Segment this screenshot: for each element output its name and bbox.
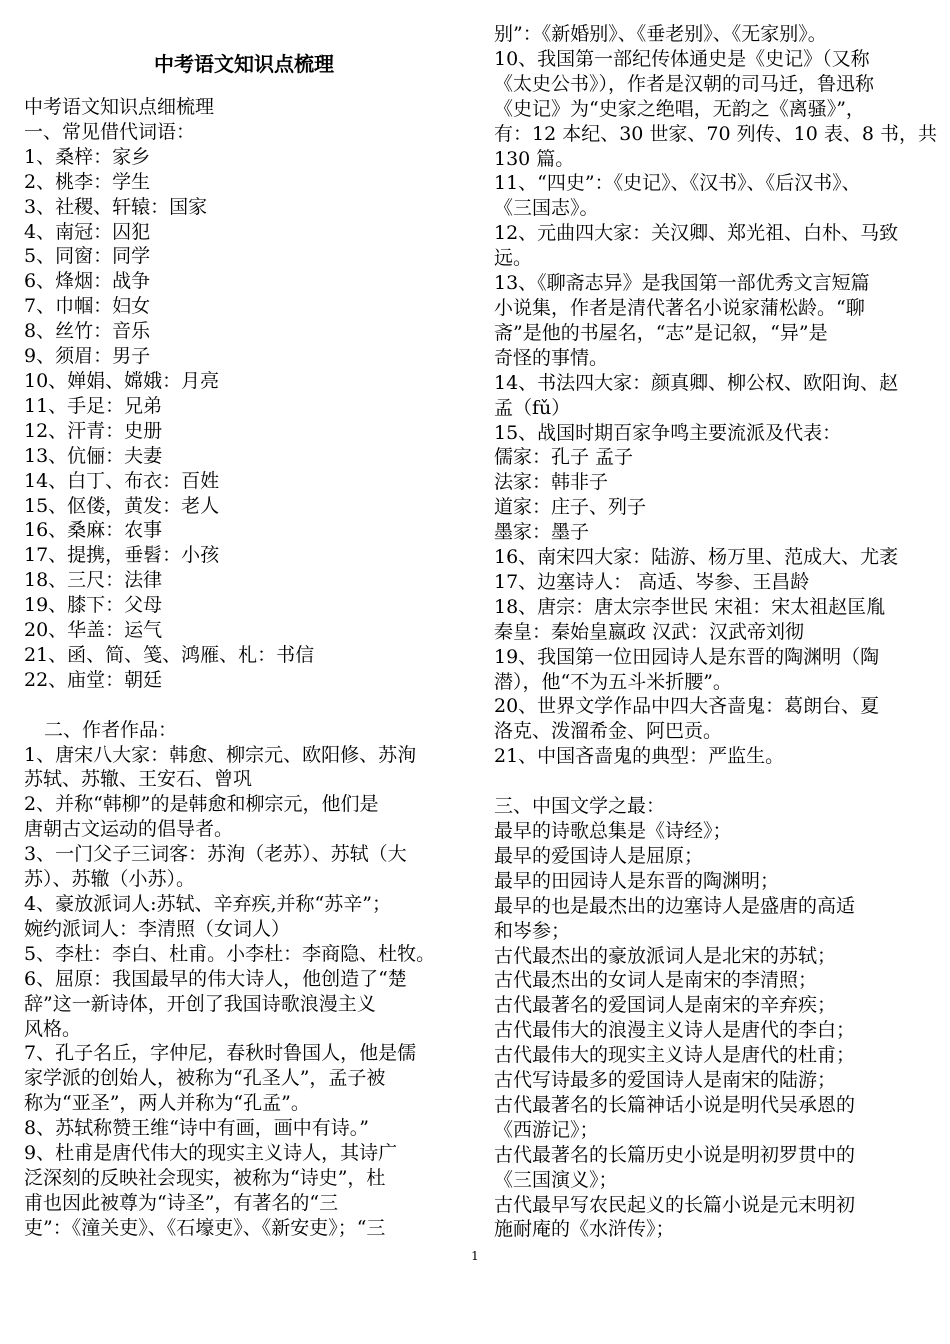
text-line: 21、函、简、笺、鸿雁、札：书信 [24,643,315,666]
text-line: 最早的田园诗人是东晋的陶渊明； [494,869,780,892]
page-number: 1 [471,1249,479,1263]
text-line: 22、庙堂：朝廷 [24,668,163,691]
text-line: 17、提携，垂髫：小孩 [24,544,220,567]
text-line: 斋”是他的书屋名，“志”是记叙，“异”是 [494,321,828,344]
text-line: 吏”：《潼关吏》、《石壕吏》、《新安吏》；“三 [24,1216,386,1239]
text-line: 甫也因此被尊为“诗圣”，有著名的“三 [24,1191,339,1214]
text-line: 古代最伟大的浪漫主义诗人是唐代的李白； [494,1019,856,1042]
text-line: 古代最杰出的豪放派词人是北宋的苏轼； [494,944,837,967]
text-line: 儒家：孔子 孟子 [494,446,634,469]
text-line: 古代最杰出的女词人是南宋的李清照； [494,969,818,992]
text-line: 1、桑梓：家乡 [24,145,151,168]
text-line: 21、中国吝啬鬼的典型：严监生。 [494,745,785,768]
text-line: 10、婵娟、嫦娥：月亮 [24,369,220,392]
text-line: 古代写诗最多的爱国诗人是南宋的陆游； [494,1069,837,1092]
text-line: 7、孔子名丘，字仲尼，春秋时鲁国人，他是儒 [24,1042,417,1065]
text-line: 3、社稷、轩辕：国家 [24,195,208,218]
text-line: 墨家：墨子 [494,521,590,544]
text-line: 16、南宋四大家：陆游、杨万里、范成大、尤袤 [494,546,899,569]
text-line: 洛克、泼溜希金、阿巴贡。 [494,720,723,743]
text-line: 2、并称“韩柳”的是韩愈和柳宗元，他们是 [24,793,379,816]
blank-line [494,769,926,794]
text-line: 唐朝古文运动的倡导者。 [24,818,234,841]
text-line: 13、伉俪：夫妻 [24,444,163,467]
text-line: 潜），他“不为五斗米折腰”。 [494,670,732,693]
right-column-body [494,22,937,1242]
text-line: 18、唐宗：唐太宗李世民 宋祖：宋太祖赵匡胤 [494,595,886,618]
text-line: 小说集，作者是清代著名小说家蒲松龄。“聊 [494,296,865,319]
text-line: 别”：《新婚别》、《垂老别》、《无家别》。 [494,23,827,45]
text-line: 5、同窗：同学 [24,245,151,268]
text-line: 16、桑麻：农事 [24,519,163,542]
text-line: 19、我国第一位田园诗人是东晋的陶渊明（陶 [494,645,880,668]
text-line: 15、伛偻，黄发：老人 [24,494,220,517]
text-line: 远。 [494,247,533,270]
text-line: 道家：庄子、列子 [494,496,647,519]
text-line: 最早的爱国诗人是屈原； [494,844,704,867]
text-line: 古代最著名的爱国词人是南宋的辛弃疾； [494,994,837,1017]
text-line: 4、豪放派词人:苏轼、辛弃疾,并称“苏辛”； [24,892,391,915]
blank-line [24,693,464,718]
text-line: 18、三尺：法律 [24,569,163,592]
text-line: 2、桃李：学生 [24,170,151,193]
text-line: 《西游记》； [494,1118,599,1141]
text-line: 法家：韩非子 [494,471,609,494]
text-line: 15、战国时期百家争鸣主要流派及代表： [494,421,842,444]
right-column [494,22,937,1242]
text-line: 一、常见借代词语： [24,120,196,143]
text-line: 古代最著名的长篇神话小说是明代吴承恩的 [494,1093,856,1116]
text-line: 婉约派词人：李清照（女词人） [24,917,291,940]
text-line: 泛深刻的反映社会现实，被称为“诗史”，杜 [24,1166,386,1189]
text-line: 《太史公书》），作者是汉朝的司马迁，鲁迅称 [494,72,875,95]
text-line: 5、李杜：李白、杜甫。小李杜：李商隐、杜牧。 [24,942,436,965]
left-column [24,22,464,1241]
text-line: 10、我国第一部纪传体通史是《史记》（又称 [494,47,870,70]
text-line: 7、巾帼：妇女 [24,295,151,318]
text-line: 中考语文知识点细梳理 [24,96,215,118]
text-line: 有：12 本纪、30 世家、70 列传、10 表、8 书，共 [494,122,937,145]
text-line: 4、南冠：囚犯 [24,220,151,243]
text-line: 苏轼、苏辙、王安石、曾巩 [24,768,253,791]
text-line: 最早的也是最杰出的边塞诗人是盛唐的高适 [494,894,856,917]
text-line: 20、华盖：运气 [24,619,163,642]
document-title: 中考语文知识点梳理 [154,52,334,76]
text-line: 古代最著名的长篇历史小说是明初罗贯中的 [494,1143,856,1166]
text-line: 三、中国文学之最： [494,795,666,818]
text-line: 13、《聊斋志异》是我国第一部优秀文言短篇 [494,272,870,295]
text-line: 9、杜甫是唐代伟大的现实主义诗人，其诗广 [24,1142,398,1165]
text-line: 9、须眉：男子 [24,345,151,368]
text-line: 二、作者作品： [44,718,178,741]
text-line: 8、丝竹：音乐 [24,320,151,343]
text-line: 古代最伟大的现实主义诗人是唐代的杜甫； [494,1044,856,1067]
text-line: 《三国演义》； [494,1168,618,1191]
text-line: 家学派的创始人，被称为“孔圣人”，孟子被 [24,1067,386,1090]
text-line: 最早的诗歌总集是《诗经》； [494,819,732,842]
text-line: 秦皇：秦始皇嬴政 汉武：汉武帝刘彻 [494,620,805,643]
text-line: 1、唐宋八大家：韩愈、柳宗元、欧阳修、苏洵 [24,743,417,766]
text-line: 辞”这一新诗体，开创了我国诗歌浪漫主义 [24,992,376,1015]
text-line: 奇怪的事情。 [494,346,609,369]
text-line: 施耐庵的《水浒传》； [494,1218,675,1241]
text-line: 19、膝下：父母 [24,594,163,617]
text-line: 古代最早写农民起义的长篇小说是元末明初 [494,1193,856,1216]
text-line: 14、白丁、布衣：百姓 [24,469,220,492]
text-line: 和岑参； [494,919,571,942]
text-line: 《史记》为“史家之绝唱，无韵之《离骚》”， [494,97,865,120]
text-line: 3、一门父子三词客：苏洵（老苏）、苏轼（大 [24,843,407,866]
text-line: 称为“亚圣”，两人并称为“孔孟”。 [24,1092,310,1115]
text-line: 8、苏轼称赞王维“诗中有画，画中有诗。” [24,1117,370,1140]
text-line: 孟（fǔ） [494,396,571,419]
text-line: 12、元曲四大家：关汉卿、郑光祖、白朴、马致 [494,222,899,245]
text-line: 苏）、苏辙（小苏）。 [24,868,196,891]
text-line: 6、屈原：我国最早的伟大诗人，他创造了“楚 [24,967,407,990]
text-line: 6、烽烟：战争 [24,270,151,293]
text-line: 20、世界文学作品中四大吝啬鬼：葛朗台、夏 [494,695,880,718]
text-line: 11、“四史”：《史记》、《汉书》、《后汉书》、 [494,172,861,195]
text-line: 12、汗青：史册 [24,419,163,442]
text-line: 130 篇。 [494,147,575,170]
text-line: 11、手足：兄弟 [24,394,163,417]
text-line: 《三国志》。 [494,197,599,220]
left-column-body [24,95,464,1241]
text-line: 风格。 [24,1017,82,1040]
text-line: 14、书法四大家：颜真卿、柳公权、欧阳询、赵 [494,371,899,394]
text-line: 17、边塞诗人： 高适、岑参、王昌龄 [494,570,810,593]
